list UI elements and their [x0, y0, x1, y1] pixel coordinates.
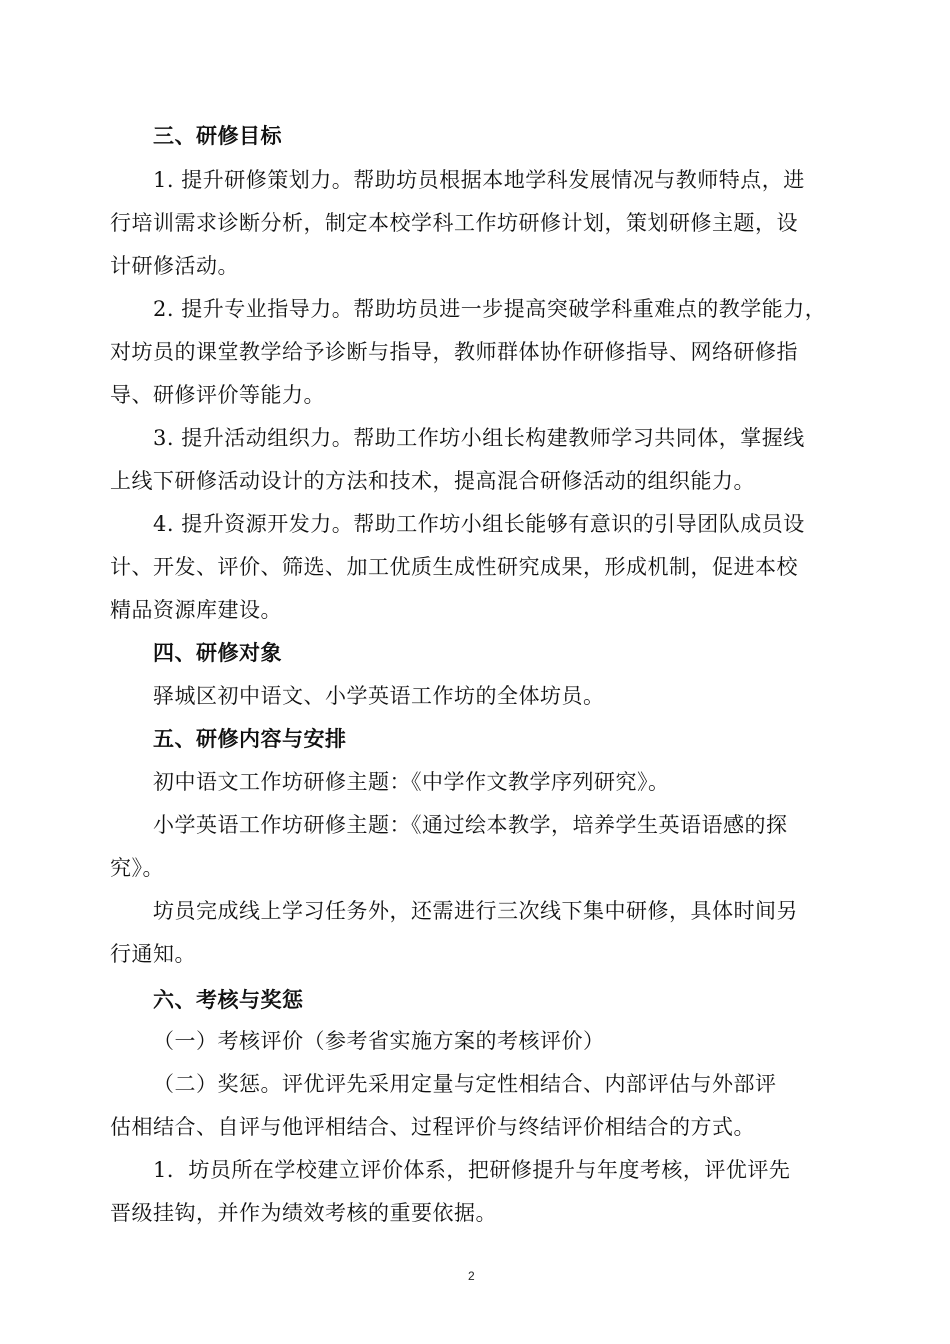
assessment-item-2-line-2: 估相结合、自评与他评相结合、过程评价与终结评价相结合的方式。	[110, 1115, 755, 1139]
goal-2-line-2: 对坊员的课堂教学给予诊断与指导，教师群体协作研修指导、网络研修指	[110, 340, 798, 364]
offline-training-line-2: 行通知。	[110, 942, 196, 966]
goal-1-line-2: 行培训需求诊断分析，制定本校学科工作坊研修计划，策划研修主题，设	[110, 211, 798, 235]
page-number: 2	[468, 1269, 475, 1283]
assessment-item-1: （一）考核评价（参考省实施方案的考核评价）	[153, 1029, 605, 1053]
section-heading-research-goals: 三、研修目标	[153, 124, 282, 148]
goal-4-line-3: 精品资源库建设。	[110, 598, 282, 622]
goal-4-line-1: 4. 提升资源开发力。帮助工作坊小组长能够有意识的引导团队成员设	[153, 512, 805, 536]
goal-3-line-2: 上线下研修活动设计的方法和技术，提高混合研修活动的组织能力。	[110, 469, 755, 493]
goal-3-line-1: 3. 提升活动组织力。帮助工作坊小组长构建教师学习共同体，掌握线	[153, 426, 805, 450]
section-heading-content-arrangement: 五、研修内容与安排	[153, 727, 347, 751]
assessment-item-2-line-1: （二）奖惩。评优评先采用定量与定性相结合、内部评估与外部评	[153, 1072, 777, 1096]
goal-1-line-1: 1. 提升研修策划力。帮助坊员根据本地学科发展情况与教师特点，进	[153, 168, 805, 192]
goal-2-line-1: 2. 提升专业指导力。帮助坊员进一步提高突破学科重难点的教学能力，	[153, 297, 827, 321]
goal-1-line-3: 计研修活动。	[110, 254, 239, 278]
section-heading-assessment: 六、考核与奖惩	[153, 988, 304, 1012]
goal-4-line-2: 计、开发、评价、筛选、加工优质生成性研究成果，形成机制，促进本校	[110, 555, 798, 579]
assessment-point-1-line-1: 1．坊员所在学校建立评价体系，把研修提升与年度考核，评优评先	[153, 1158, 791, 1182]
english-topic-line-2: 究》。	[110, 856, 164, 880]
offline-training-line-1: 坊员完成线上学习任务外，还需进行三次线下集中研修，具体时间另	[153, 899, 798, 923]
chinese-topic-line: 初中语文工作坊研修主题：《中学作文教学序列研究》。	[153, 770, 670, 794]
english-topic-line-1: 小学英语工作坊研修主题：《通过绘本教学，培养学生英语语感的探	[153, 813, 788, 837]
targets-paragraph: 驿城区初中语文、小学英语工作坊的全体坊员。	[153, 684, 605, 708]
assessment-point-1-line-2: 晋级挂钩，并作为绩效考核的重要依据。	[110, 1201, 497, 1225]
goal-2-line-3: 导、研修评价等能力。	[110, 383, 325, 407]
section-heading-research-targets: 四、研修对象	[153, 641, 282, 665]
